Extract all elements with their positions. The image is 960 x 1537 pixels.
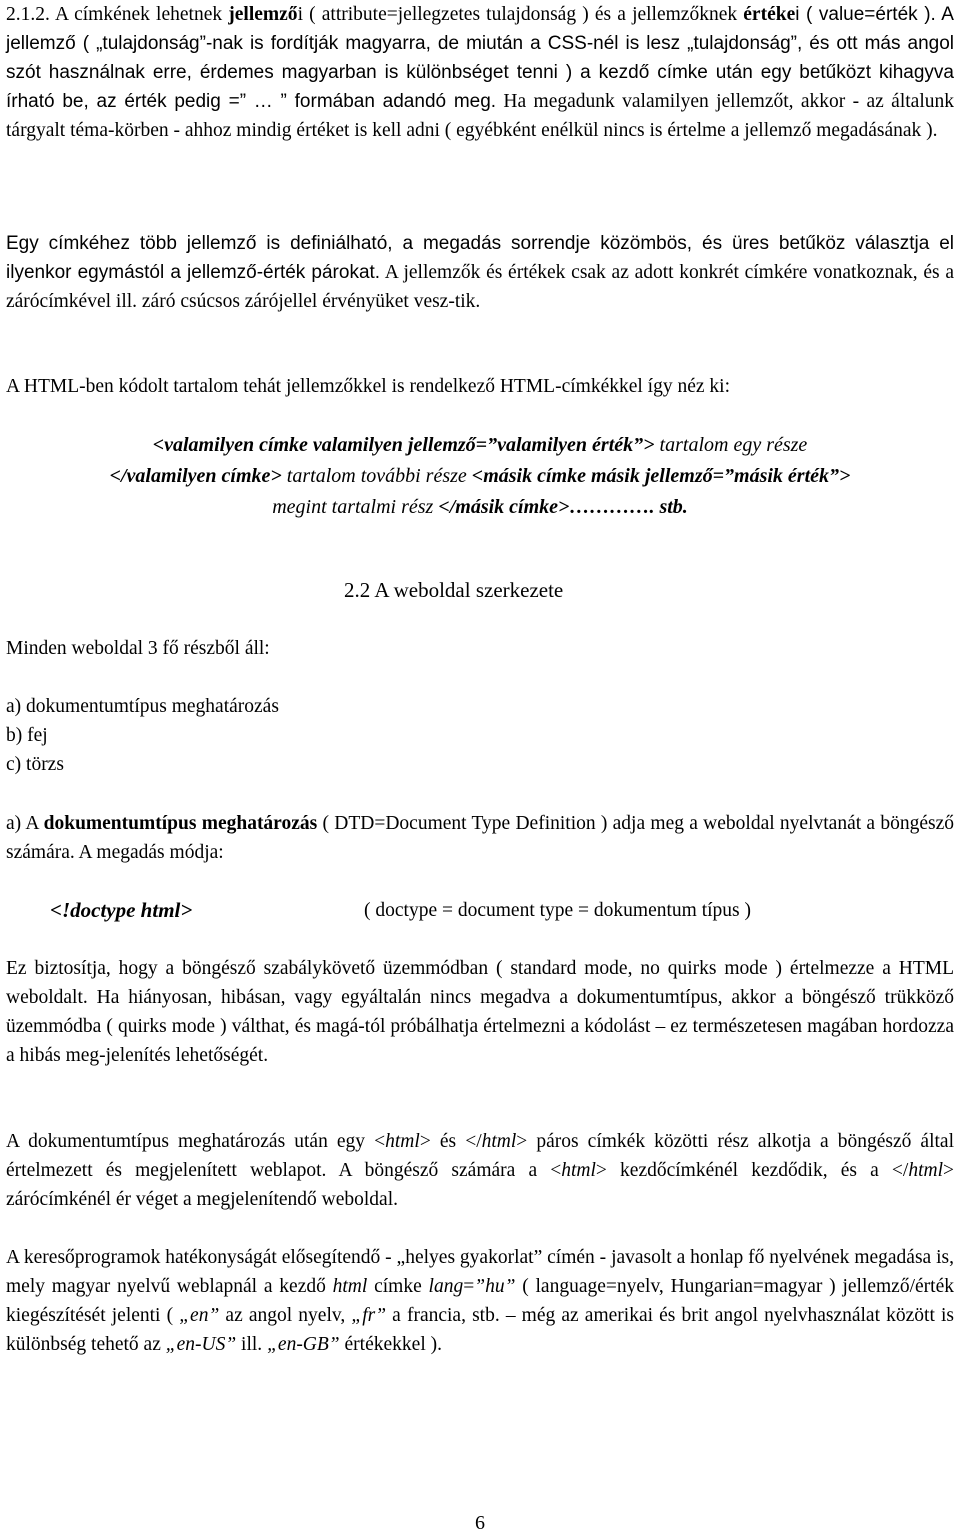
structure-intro: Minden weboldal 3 fő részből áll:	[6, 638, 270, 659]
text-span: a) A	[6, 813, 44, 834]
italic-term: lang	[428, 1276, 464, 1297]
bold-term: dokumentumtípus meghatározás	[43, 813, 318, 834]
example-content: tartalom egy része	[654, 434, 808, 456]
page-number: 6	[475, 1512, 485, 1534]
italic-term: „fr”	[351, 1305, 387, 1326]
text-span: A dokumentumtípus meghatározás után egy <	[6, 1131, 386, 1152]
text-span: A keresőprogramok hatékonyságát elősegítendő - „helyes gyakorlat” címén - javasolt a honlap fő nyelvének megadása is, mely magyar nyelvű weblapnál a kezdő	[6, 1247, 954, 1297]
example-tag: <valamilyen címke valamilyen jellemző=”valamilyen érték”>	[152, 434, 655, 456]
text-span: ( DTD=Document Type Definition ) adja meg a weboldal nyelvtanát a böngésző számára. A megadás módja:	[6, 813, 954, 863]
bold-term: értéke	[743, 4, 796, 25]
italic-term: html	[481, 1131, 517, 1152]
italic-term: html	[561, 1160, 596, 1181]
code-example	[6, 430, 954, 523]
text-span: a francia, stb. – még az amerikai és brit angol nyelvhasználat között is különbség tehető az	[6, 1305, 954, 1355]
paragraph-standard-mode: Ez biztosítja, hogy a böngésző szabálykövető üzemmódban ( standard mode, no quirks mode ) értelmezze a HTML weboldalt. Ha hiányosan, hibásan, vagy egyáltalán nincs megadva a dokumentumtípus, akkor a böngésző trükköző üzemmódba ( quirks mode ) válthat, és magá-tól próbálhatja értelmezni a kódolást – ez természetesen magában hordozza a hibás meg-jelenítés lehetőségét.	[6, 958, 954, 1066]
paragraph-dtd	[6, 809, 954, 867]
text-span: i ( attribute=jellegzetes tulajdonság ) és a jellemzőknek	[297, 4, 744, 25]
italic-term: html	[332, 1276, 368, 1297]
list-item: b) fej	[6, 725, 48, 746]
text-span: =	[463, 1276, 475, 1297]
doctype-code: <!doctype html>	[50, 898, 193, 922]
italic-term: „en-GB”	[267, 1334, 340, 1355]
text-span: > és </	[419, 1131, 482, 1152]
text-span: > zárócímkénél ér véget a megjelenítendő weboldal.	[6, 1160, 954, 1210]
paragraph-intro-example: A HTML-ben kódolt tartalom tehát jellemzőkkel is rendelkező HTML-címkékkel így néz ki:	[6, 376, 730, 397]
italic-term: html	[908, 1160, 943, 1181]
example-content: megint tartalmi rész	[272, 496, 439, 518]
example-content: …………. stb.	[569, 496, 688, 518]
text-span: A jellemzők és értékek csak az adott konkrét címkére vonatkoznak, és a zárócímkével ill. záró csúcsos zárójellel érvényüket vesz-tik.	[6, 262, 954, 312]
section-title: 2.2 A weboldal szerkezete	[344, 578, 564, 602]
example-tag: </másik címke>	[438, 496, 570, 518]
italic-term: „en-US”	[165, 1334, 237, 1355]
list-item: c) törzs	[6, 754, 64, 775]
sans-text-span: Egy címkéhez több jellemző is definiálható, a megadás sorrendje közömbös, és üres betűköz választja el ilyenkor egymástól a jellemző-érték párokat.	[6, 233, 954, 283]
italic-term: ”hu”	[474, 1276, 516, 1297]
sans-text-span: i ( value=érték ). A jellemző ( „tulajdonság”-nak is fordítják magyarra, de miután a CSS-nél is lesz „tulajdonság”, és ott más angol szót használnak erre, érdemes magyarban is különbséget tenni ) a kezdő címke után egy betűközt kihagyva írható be, az érték pedig =” … ” formában adandó meg.	[6, 4, 954, 112]
example-content: tartalom további része	[281, 465, 472, 487]
text-span: > kezdőcímkénél kezdődik, és a </	[595, 1160, 909, 1181]
text-span: ( language=nyelv, Hungarian=magyar ) jellemző/érték kiegészítését jelenti (	[6, 1276, 954, 1326]
paragraph-attributes	[6, 0, 954, 145]
example-tag: </valamilyen címke>	[109, 465, 282, 487]
list-item: a) dokumentumtípus meghatározás	[6, 696, 279, 717]
structure-list	[6, 692, 954, 779]
doctype-line	[6, 896, 954, 925]
paragraph-multiple-attributes	[6, 229, 954, 316]
bold-term: jellemző	[228, 4, 298, 25]
text-span: > páros címkék közötti rész alkotja a böngésző által értelmezett és megjelenített weblapot. A böngésző számára a <	[6, 1131, 954, 1181]
text-span: 2.1.2. A címkének lehetnek	[6, 4, 229, 25]
text-span: ill.	[236, 1334, 268, 1355]
italic-term: html	[385, 1131, 420, 1152]
italic-term: „en”	[179, 1305, 220, 1326]
text-span: az angol nyelv,	[219, 1305, 352, 1326]
example-tag: <másik címke másik jellemző=”másik érték”>	[471, 465, 851, 487]
text-span: Ha megadunk valamilyen jellemzőt, akkor - az általunk tárgyalt téma-körben - ahhoz mindig értéket is kell adni ( egyébként enélkül nincs is értelme a jellemző megadásának ).	[6, 91, 954, 141]
text-span: címke	[367, 1276, 429, 1297]
text-span: értékekkel ).	[339, 1334, 442, 1355]
paragraph-html-element	[6, 1127, 954, 1214]
doctype-description: ( doctype = document type = dokumentum típus )	[364, 900, 752, 921]
paragraph-language	[6, 1243, 954, 1359]
